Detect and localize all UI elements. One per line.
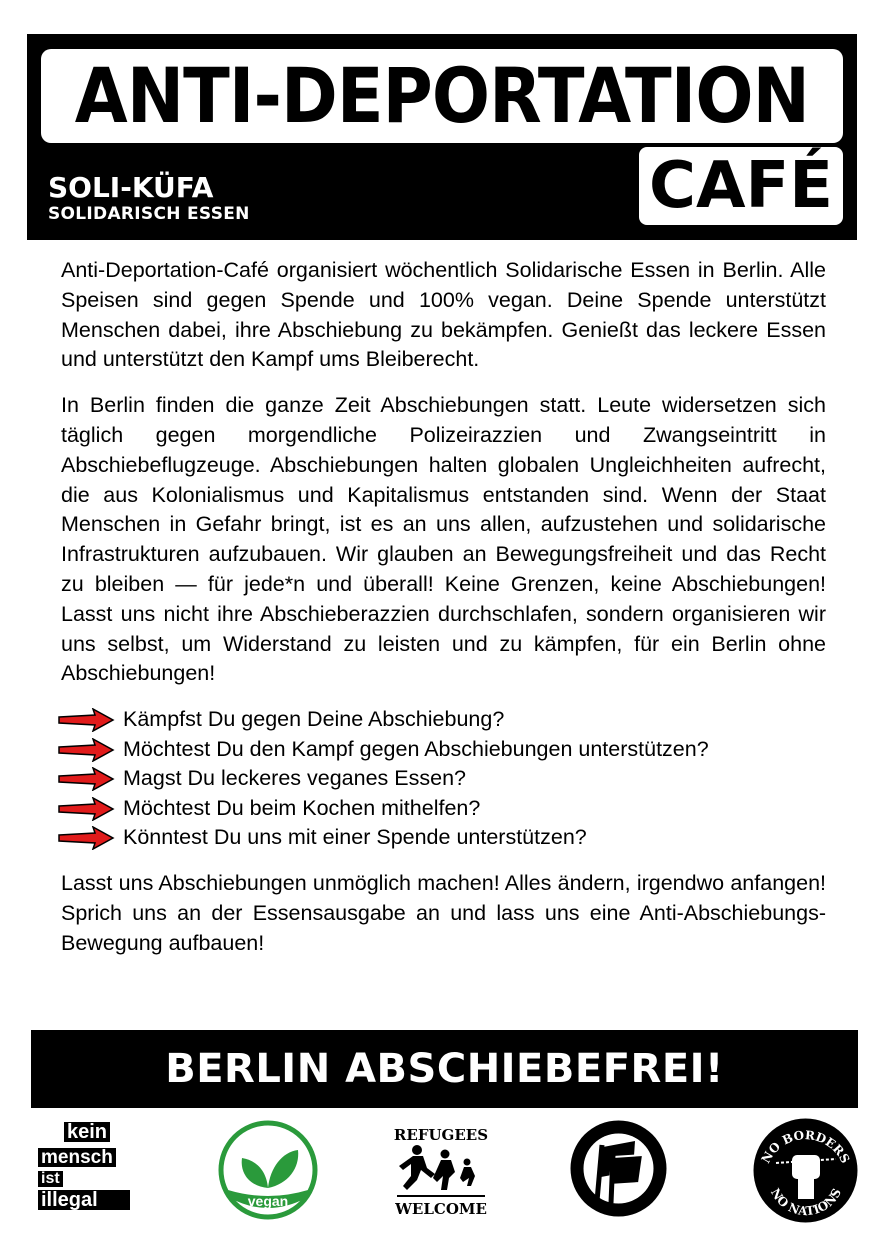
leaf-icon: [268, 1150, 298, 1188]
body-content: [61, 256, 826, 975]
kmii-word: kein: [64, 1122, 110, 1142]
cafe-box: [639, 147, 843, 225]
question-list: [57, 705, 826, 853]
header-block: [27, 34, 857, 240]
title-box: [41, 49, 843, 143]
red-arrow-icon: [57, 738, 115, 762]
soli-kuefa-label: SOLI-KÜFA: [48, 171, 214, 204]
question-text: Magst Du leckeres veganes Essen?: [123, 766, 466, 791]
question-text: Möchtest Du beim Kochen mithelfen?: [123, 795, 481, 820]
cafe-label: CAFÉ: [649, 149, 833, 223]
antifa-logo: [567, 1117, 670, 1220]
running-family-icon: [399, 1145, 475, 1190]
red-arrow-icon: [57, 708, 115, 732]
red-arrow-icon: [57, 826, 115, 850]
vegan-label: vegan: [247, 1193, 289, 1209]
banner-text: BERLIN ABSCHIEBEFREI!: [165, 1046, 724, 1092]
footer-banner: [31, 1030, 858, 1108]
solidarisch-essen-label: SOLIDARISCH ESSEN: [48, 204, 250, 224]
question-item: [57, 794, 826, 824]
question-item: [57, 824, 826, 854]
kmii-word: mensch: [38, 1148, 116, 1167]
question-text: Kämpfst Du gegen Deine Abschiebung?: [123, 707, 505, 732]
question-item: [57, 735, 826, 765]
page-title: ANTI-DEPORTATION: [74, 51, 810, 140]
kmii-word: ist: [38, 1171, 63, 1187]
no-nations-label: NO NATIONS: [767, 1185, 845, 1219]
closing-paragraph: Lasst uns Abschiebungen unmöglich machen! Alles ändern, irgendwo anfangen! Sprich uns an der Essensausgabe an und lass uns eine Anti-Abschiebungs-Bewegung aufbauen!: [61, 871, 826, 955]
leaf-icon: [242, 1158, 268, 1188]
question-item: [57, 764, 826, 794]
question-item: [57, 705, 826, 735]
intro-paragraph: Anti-Deportation-Café organisiert wöchentlich Solidarische Essen in Berlin. Alle Speisen sind gegen Spende und 100% vegan. Deine Spende unterstützt Menschen dabei, ihre Abschiebung zu bekämpfen. Genießt das leckere Essen und unterstützt den Kampf ums Bleiberecht.: [61, 258, 826, 372]
kmii-word: illegal: [38, 1190, 130, 1210]
main-paragraph: In Berlin finden die ganze Zeit Abschiebungen statt. Leute widersetzen sich täglich gegen morgendliche Polizeirazzien und Zwangseintritt in Abschiebeflugzeuge. Abschiebungen halten globalen Ungleichheiten aufrecht, die aus Kolonialismus und Kapitalismus entstanden sind. Wenn der Staat Menschen in Gefahr bringt, ist es an uns allen, aufzustehen und solidarische Infrastrukturen aufzubauen. Wir glauben an Bewegungsfreiheit und das Recht zu bleiben — für jede*n und überall! Keine Grenzen, keine Abschiebungen! Lasst uns nicht ihre Abschieberazzien durchschlafen, sondern organisieren wir uns selbst, um Widerstand zu leisten und zu kämpfen, für ein Berlin ohne Abschiebungen!: [61, 393, 826, 686]
refugees-welcome-logo: [383, 1118, 499, 1218]
no-borders-label: NO BORDERS: [758, 1128, 853, 1166]
no-borders-no-nations-logo: [752, 1117, 859, 1224]
question-text: Könntest Du uns mit einer Spende unterstützen?: [123, 825, 587, 850]
question-text: Möchtest Du den Kampf gegen Abschiebungen unterstützen?: [123, 736, 709, 761]
welcome-label: WELCOME: [395, 1200, 487, 1218]
red-arrow-icon: [57, 767, 115, 791]
red-arrow-icon: [57, 797, 115, 821]
refugees-label: REFUGEES: [393, 1126, 489, 1144]
vegan-logo: [218, 1120, 318, 1220]
kein-mensch-ist-illegal-logo: [36, 1116, 134, 1216]
